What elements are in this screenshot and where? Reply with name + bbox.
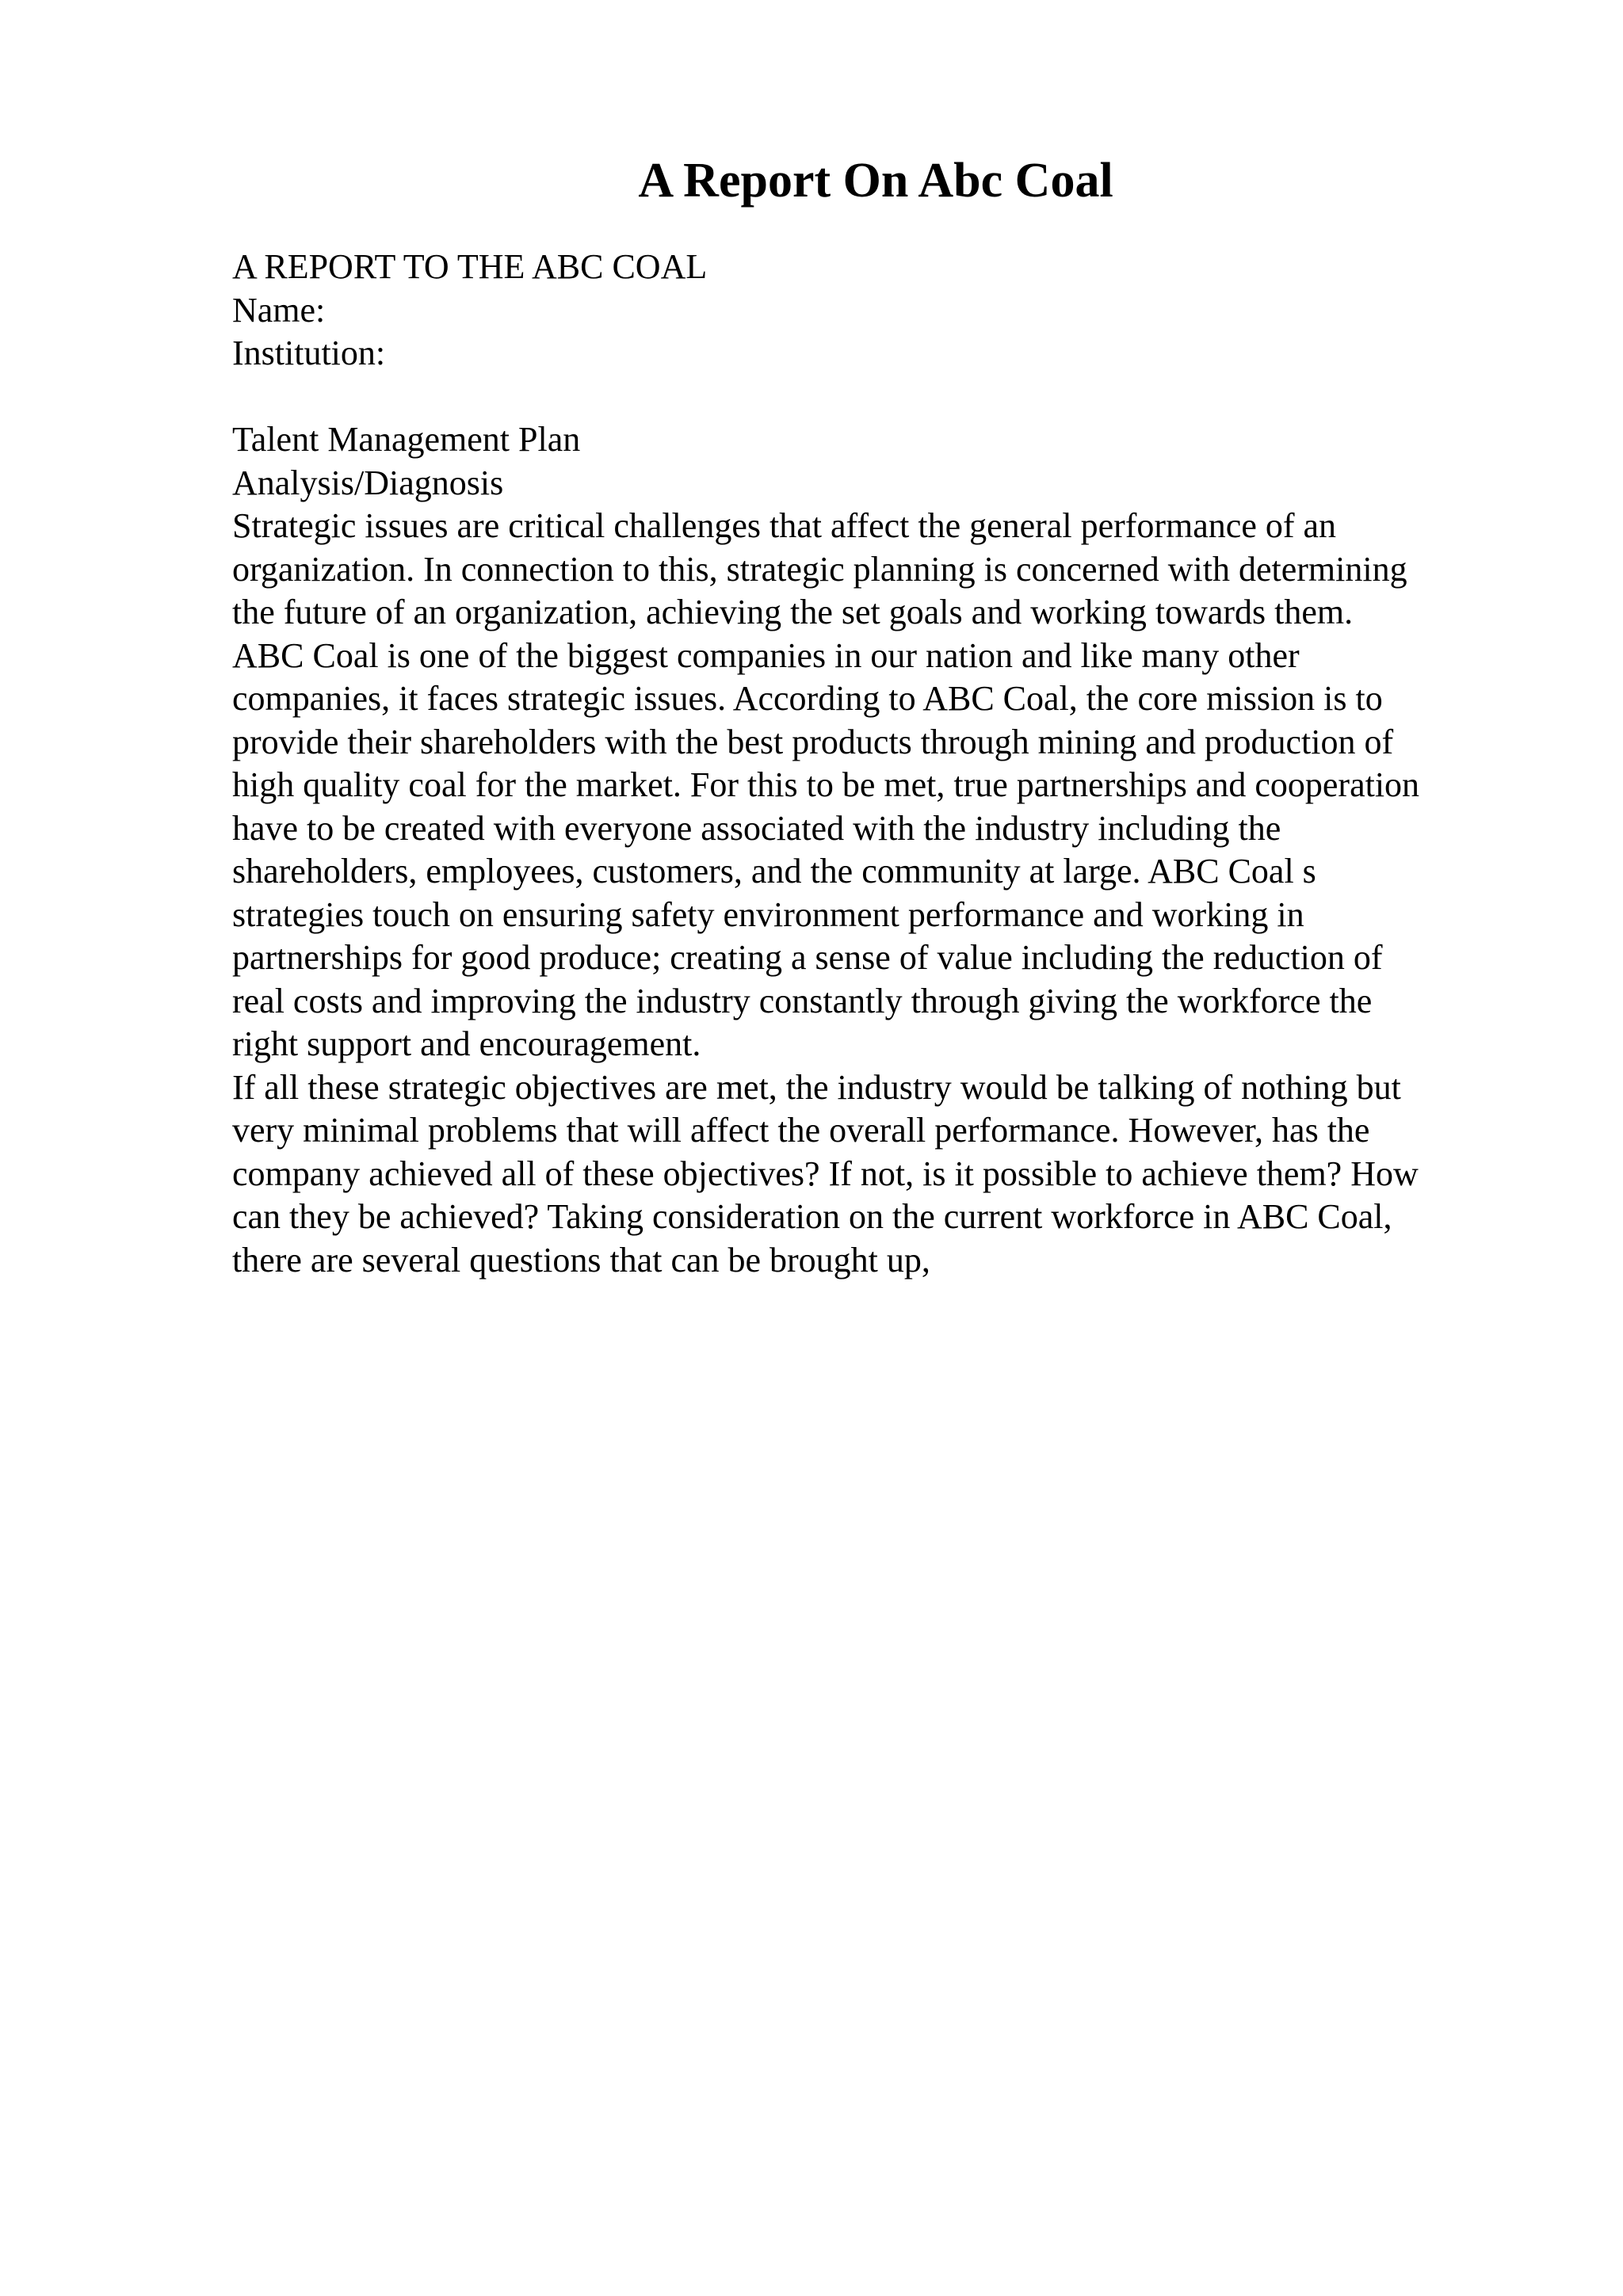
paragraph-line: If all these strategic objectives are met, the industry would be talking of nothing but bbox=[232, 1067, 1401, 1107]
paragraph-line: shareholders, employees, customers, and the community at large. ABC Coal s bbox=[232, 852, 1316, 891]
paragraph-2 bbox=[232, 1066, 1516, 1283]
paragraph-line: strategies touch on ensuring safety environment performance and working in bbox=[232, 894, 1304, 934]
paragraph-line: have to be created with everyone associated with the industry including the bbox=[232, 808, 1281, 848]
section-heading-analysis-diagnosis: Analysis/Diagnosis bbox=[232, 463, 504, 502]
paragraph-line: companies, it faces strategic issues. According to ABC Coal, the core mission is to bbox=[232, 679, 1383, 718]
name-field-label: Name: bbox=[232, 290, 326, 330]
paragraph-line: can they be achieved? Taking consideration on the current workforce in ABC Coal, bbox=[232, 1197, 1392, 1236]
document-body bbox=[232, 246, 1516, 1282]
paragraph-line: very minimal problems that will affect the overall performance. However, has the bbox=[232, 1111, 1370, 1150]
report-header bbox=[232, 246, 1516, 376]
paragraph-line: right support and encouragement. bbox=[232, 1024, 701, 1063]
paragraph-line: ABC Coal is one of the biggest companies in our nation and like many other bbox=[232, 635, 1300, 675]
section-headings bbox=[232, 418, 1516, 505]
paragraph-line: high quality coal for the market. For this to be met, true partnerships and cooperation bbox=[232, 765, 1420, 804]
paragraph-line: provide their shareholders with the best products through mining and production of bbox=[232, 722, 1394, 761]
paragraph-line: Strategic issues are critical challenges that affect the general performance of an bbox=[232, 506, 1337, 545]
section-heading-talent-management-plan: Talent Management Plan bbox=[232, 420, 581, 459]
paragraph-line: organization. In connection to this, strategic planning is concerned with determining bbox=[232, 549, 1407, 589]
paragraph-1 bbox=[232, 505, 1516, 1066]
spacer bbox=[232, 376, 1516, 419]
institution-field-label: Institution: bbox=[232, 334, 386, 372]
paragraph-line: company achieved all of these objectives? If not, is it possible to achieve them? How bbox=[232, 1154, 1419, 1193]
report-recipient: A REPORT TO THE ABC COAL bbox=[232, 247, 708, 286]
paragraph-line: partnerships for good produce; creating a sense of value including the reduction of bbox=[232, 938, 1383, 977]
paragraph-line: real costs and improving the industry constantly through giving the workforce the bbox=[232, 981, 1373, 1020]
paragraph-line: there are several questions that can be brought up, bbox=[232, 1240, 930, 1280]
paragraph-line: the future of an organization, achieving the set goals and working towards them. bbox=[232, 593, 1354, 631]
page-title: A Report On Abc Coal bbox=[638, 154, 1113, 208]
